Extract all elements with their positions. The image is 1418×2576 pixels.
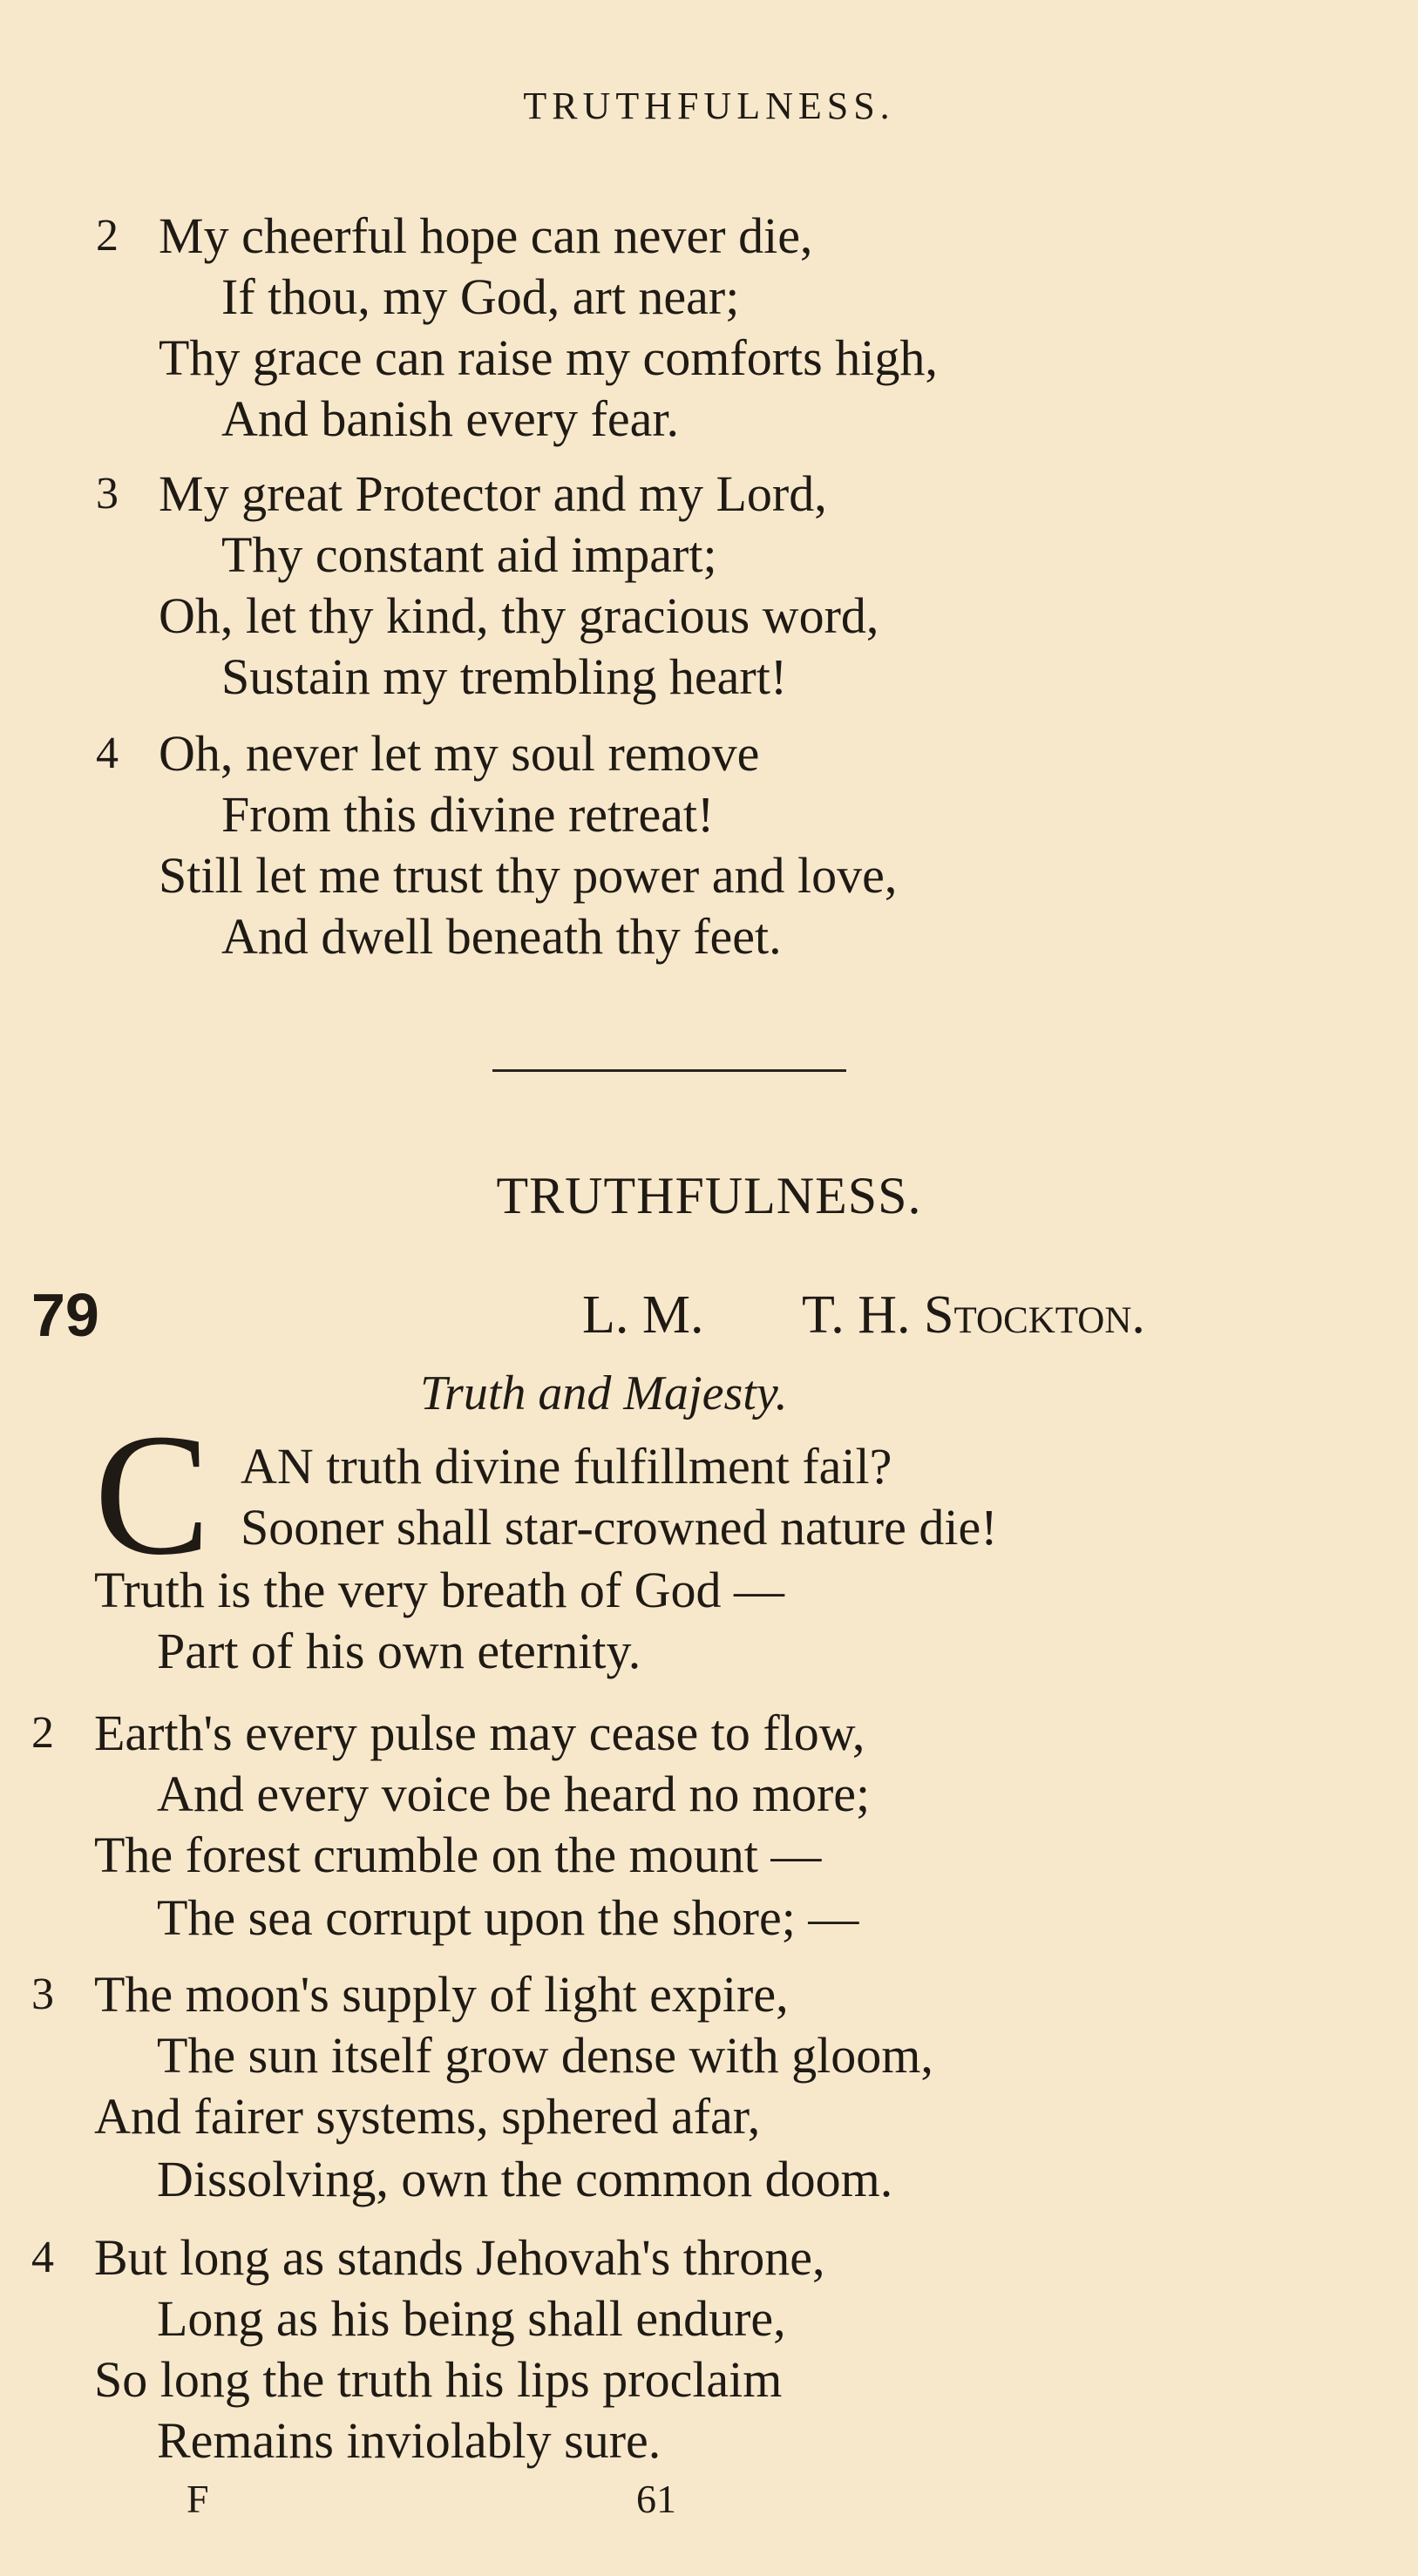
tune-title: Truth and Majesty. xyxy=(420,1366,788,1420)
verse-line: And banish every fear. xyxy=(221,390,680,447)
section-divider xyxy=(492,1069,846,1072)
verse-number: 3 xyxy=(96,469,119,519)
verse-line: Dissolving, own the common doom. xyxy=(157,2151,893,2207)
verse-line: And dwell beneath thy feet. xyxy=(221,908,782,965)
verse-line: If thou, my God, art near; xyxy=(221,268,740,325)
verse-number: 4 xyxy=(31,2233,54,2282)
verse-line: Part of his own eternity. xyxy=(157,1623,641,1679)
page-number: 61 xyxy=(636,2477,676,2521)
verse-line: Long as his being shall endure, xyxy=(157,2290,786,2347)
verse-line: Sustain my trembling heart! xyxy=(221,648,788,705)
hymn-meter: L. M. xyxy=(582,1285,704,1345)
section-title: TRUTHFULNESS. xyxy=(496,1167,922,1224)
signature-mark: F xyxy=(187,2477,209,2521)
verse-line: My cheerful hope can never die, xyxy=(159,207,813,264)
verse-line: Earth's every pulse may cease to flow, xyxy=(94,1705,865,1761)
running-head: TRUTHFULNESS. xyxy=(523,85,895,127)
verse-line: The forest crumble on the mount — xyxy=(94,1827,822,1883)
verse-line: And every voice be heard no more; xyxy=(157,1766,871,1822)
verse-number: 2 xyxy=(31,1708,54,1758)
verse-line: Thy grace can raise my comforts high, xyxy=(159,329,938,386)
verse-line: And fairer systems, sphered afar, xyxy=(94,2088,761,2145)
verse-line: The sun itself grow dense with gloom, xyxy=(157,2027,933,2084)
verse-number: 4 xyxy=(96,729,119,778)
verse-line: Truth is the very breath of God — xyxy=(94,1562,785,1618)
verse-line: Sooner shall star-crowned nature die! xyxy=(241,1499,998,1556)
hymn-number: 79 xyxy=(31,1281,99,1349)
verse-line: Oh, never let my soul remove xyxy=(159,725,760,782)
verse-line: AN truth divine fulfillment fail? xyxy=(241,1438,892,1495)
verse-line: The sea corrupt upon the shore; — xyxy=(157,1889,859,1946)
verse-line: The moon's supply of light expire, xyxy=(94,1966,789,2023)
drop-cap: C xyxy=(94,1399,211,1591)
verse-line: Remains inviolably sure. xyxy=(157,2412,662,2469)
verse-number: 3 xyxy=(31,1969,54,2019)
verse-line: My great Protector and my Lord, xyxy=(159,465,827,522)
verse-number: 2 xyxy=(96,211,119,261)
verse-line: So long the truth his lips proclaim xyxy=(94,2351,783,2408)
verse-line: Still let me trust thy power and love, xyxy=(159,847,898,904)
verse-line: From this divine retreat! xyxy=(221,786,715,843)
verse-line: But long as stands Jehovah's throne, xyxy=(94,2229,825,2286)
hymn-author: T. H. Stockton. xyxy=(802,1285,1145,1345)
verse-line: Thy constant aid impart; xyxy=(221,526,717,583)
verse-line: Oh, let thy kind, thy gracious word, xyxy=(159,587,879,644)
